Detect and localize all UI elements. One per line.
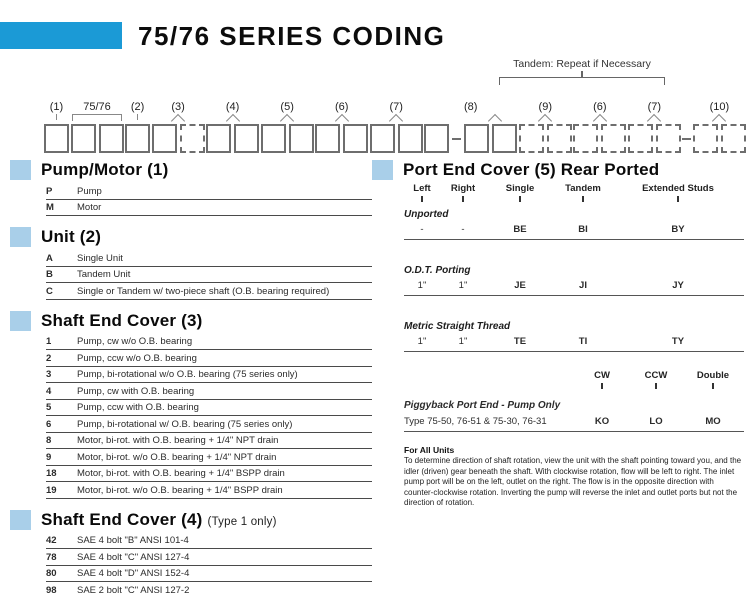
cell: - — [420, 224, 424, 235]
row-code: 98 — [46, 584, 57, 596]
table-row — [46, 367, 372, 384]
code-box — [44, 124, 69, 153]
group-label: (5) — [280, 100, 294, 113]
section-pump-motor — [10, 160, 372, 216]
row-desc: Pump, bi-rotational w/ O.B. bearing (75 series only) — [77, 418, 293, 430]
cell: TE — [513, 336, 527, 347]
row-code: A — [46, 252, 53, 264]
column-tick-marks — [404, 196, 744, 204]
row-desc: Pump, cw w/o O.B. bearing — [77, 336, 193, 347]
group-label: (7) — [647, 100, 662, 113]
note-body: To determine direction of shaft rotation, view the unit with the shaft pointing toward you, and the idler (driven) gear beneath the shaft. With clockwise rotation, flow will be left to right. The inlet pump port will be on the left, outlet on the right. The flow is in the opposite direction with counter-clockwise rotation. Inverting the pump will reverse the inlet and outlet ports but not the direction of rotation. — [404, 456, 742, 508]
group-label: (2) — [130, 100, 145, 113]
row-desc: Pump, ccw with O.B. bearing — [77, 402, 199, 413]
table-row — [46, 466, 372, 483]
section-title: Shaft End Cover (3) — [41, 310, 203, 330]
row-desc: SAE 4 bolt "D" ANSI 152-4 — [77, 568, 190, 579]
cell: JI — [579, 280, 587, 291]
row-desc: SAE 4 bolt "C" ANSI 127-4 — [77, 551, 190, 563]
code-group-6-tandem — [573, 101, 626, 153]
caret-marker — [315, 114, 368, 124]
col-header-tandem: Tandem — [565, 183, 601, 194]
code-group-9-tandem — [519, 101, 572, 153]
code-group-7 — [370, 101, 423, 153]
group-label: (8) — [464, 100, 478, 113]
row-code: B — [46, 269, 53, 280]
row-desc: Motor, bi-rot. w/o O.B. bearing + 1/4" NPT drain — [77, 451, 277, 463]
row-code: 8 — [46, 435, 52, 446]
code-box-dashed — [573, 124, 598, 153]
code-box-dashed — [656, 124, 681, 153]
code-box-dashed — [693, 124, 718, 153]
piggyback-label: Piggyback Port End - Pump Only — [404, 400, 561, 411]
cell: 1" — [458, 280, 468, 291]
cell: 1" — [458, 336, 468, 347]
caret-marker — [261, 114, 314, 124]
row-code: 9 — [46, 451, 52, 463]
row-desc: Tandem Unit — [77, 269, 131, 280]
code-group-6 — [315, 101, 368, 153]
col-header-ccw: CCW — [644, 370, 668, 381]
tick-marker — [125, 114, 150, 124]
code-box-dashed — [601, 124, 626, 153]
section-title-text: Shaft End Cover (4) — [41, 509, 203, 529]
code-box — [289, 124, 314, 153]
tick-marker — [44, 114, 69, 124]
subsection-label: O.D.T. Porting — [404, 265, 471, 276]
code-box-dashed — [721, 124, 746, 153]
cell: LO — [649, 416, 663, 427]
code-group-4 — [206, 101, 259, 153]
group-label: (4) — [225, 100, 240, 113]
row-desc: SAE 4 bolt "B" ANSI 101-4 — [77, 535, 189, 546]
code-box — [492, 124, 517, 153]
row-code: 5 — [46, 402, 52, 413]
row-code: 19 — [46, 484, 57, 496]
section-title: Pump/Motor (1) — [41, 160, 169, 179]
table-row — [46, 400, 372, 417]
table-row — [46, 566, 372, 583]
row-desc: Motor — [77, 202, 102, 213]
row-desc: Motor, bi-rot. w/o O.B. bearing + 1/4" BSPP drain — [77, 484, 283, 496]
code-box — [424, 124, 449, 153]
code-hyphen — [452, 138, 461, 140]
code-group-7-tandem — [628, 101, 681, 153]
port-end-cover-table — [404, 183, 744, 509]
table-row — [46, 283, 372, 300]
code-box — [152, 124, 177, 153]
code-boxes-row — [44, 101, 746, 153]
code-box — [71, 124, 96, 153]
shaft-end-cover-4-table — [46, 533, 372, 598]
piggyback-table — [404, 370, 744, 432]
code-box — [206, 124, 231, 153]
section-marker-square — [10, 160, 31, 180]
row-desc: Motor, bi-rot. with O.B. bearing + 1/4" BSPP drain — [77, 468, 285, 479]
row-code: 2 — [46, 352, 52, 364]
cell: BE — [513, 224, 527, 235]
row-code: 1 — [46, 336, 52, 347]
tandem-note — [499, 58, 665, 85]
section-title-suffix: (Type 1 only) — [207, 515, 277, 528]
code-box-dashed — [547, 124, 572, 153]
piggyback-tick-marks — [404, 383, 744, 391]
table-row — [46, 250, 372, 267]
subsection-values — [404, 221, 744, 240]
col-header-single: Single — [505, 183, 535, 194]
piggyback-column-headers — [404, 370, 744, 381]
row-code: 6 — [46, 418, 52, 430]
subsection-unported — [404, 209, 744, 240]
code-box — [261, 124, 286, 153]
caret-marker — [424, 114, 517, 124]
right-column — [372, 160, 750, 509]
col-header-cw: CW — [594, 370, 610, 381]
column-headers — [404, 183, 744, 194]
cell: 1" — [417, 336, 427, 347]
col-header-right: Right — [450, 183, 476, 194]
cell: MO — [705, 416, 721, 427]
code-group-10-tandem — [693, 101, 746, 153]
code-box-dashed — [628, 124, 653, 153]
cell: TY — [671, 336, 685, 347]
section-marker-square — [10, 227, 31, 247]
row-code: 80 — [46, 568, 57, 579]
row-desc: SAE 2 bolt "C" ANSI 127-2 — [77, 584, 190, 596]
subsection-values — [404, 333, 744, 352]
code-box — [398, 124, 423, 153]
group-label: (6) — [334, 100, 349, 113]
section-title: Unit (2) — [41, 227, 102, 246]
pump-motor-table — [46, 183, 372, 216]
row-desc: Pump, bi-rotational w/o O.B. bearing (75 series only) — [77, 369, 298, 380]
code-box-dashed — [519, 124, 544, 153]
caret-marker — [519, 114, 572, 124]
caret-marker — [628, 114, 681, 124]
subsection-label: Metric Straight Thread — [404, 321, 511, 332]
group-label: 75/76 — [83, 100, 111, 113]
code-group-5 — [261, 101, 314, 153]
col-header-double: Double — [696, 370, 730, 381]
code-box — [343, 124, 368, 153]
group-label: (7) — [389, 100, 403, 113]
tandem-note-label: Tandem: Repeat if Necessary — [513, 58, 651, 70]
cell: TI — [578, 336, 588, 347]
section-marker-square — [10, 510, 31, 530]
section-marker-square — [10, 311, 31, 331]
row-code: 42 — [46, 535, 57, 546]
bracket-marker — [71, 114, 124, 124]
left-column — [10, 160, 372, 598]
row-desc: Pump, cw with O.B. bearing — [77, 385, 195, 397]
cell: KO — [594, 416, 610, 427]
row-desc: Single Unit — [77, 252, 123, 264]
code-box — [125, 124, 150, 153]
cell: 1" — [417, 280, 427, 291]
subsection-label: Unported — [404, 209, 449, 220]
cell: BY — [671, 224, 685, 235]
code-group-8 — [424, 101, 517, 153]
code-group-2 — [125, 101, 150, 153]
row-code: 18 — [46, 468, 57, 479]
row-desc: Motor, bi-rot. with O.B. bearing + 1/4" NPT drain — [77, 435, 279, 446]
group-label: (6) — [593, 100, 607, 113]
tandem-bracket — [499, 77, 665, 85]
code-box — [370, 124, 395, 153]
coding-diagram — [0, 56, 754, 156]
group-label: (9) — [538, 100, 552, 113]
unit-table — [46, 250, 372, 300]
cell: JE — [514, 280, 526, 291]
table-row — [46, 383, 372, 400]
note-title: For All Units — [404, 445, 455, 455]
caret-marker — [693, 114, 746, 124]
row-code: M — [46, 202, 54, 213]
col-header-extended-studs: Extended Studs — [642, 183, 714, 194]
subsection-values — [404, 277, 744, 296]
row-desc: Pump, ccw w/o O.B. bearing — [77, 352, 197, 364]
table-row — [46, 449, 372, 466]
code-group-1 — [44, 101, 69, 153]
row-desc: Single or Tandem w/ two-piece shaft (O.B. bearing required) — [77, 285, 330, 297]
code-box — [99, 124, 124, 153]
code-group-3 — [152, 101, 205, 153]
caret-marker — [370, 114, 423, 124]
table-row — [46, 549, 372, 566]
code-box — [315, 124, 340, 153]
code-box — [234, 124, 259, 153]
cell: BI — [578, 224, 588, 235]
section-title: Port End Cover (5) Rear Ported — [403, 160, 660, 179]
table-row — [46, 416, 372, 433]
section-shaft-end-cover-3 — [10, 311, 372, 499]
table-row — [46, 200, 372, 217]
header-accent-bar — [0, 22, 122, 49]
table-row — [46, 482, 372, 499]
code-box — [464, 124, 489, 153]
group-label: (10) — [709, 100, 730, 113]
table-row — [46, 582, 372, 598]
col-header-left: Left — [413, 183, 431, 194]
row-code: 78 — [46, 551, 57, 563]
caret-marker — [573, 114, 626, 124]
caret-marker — [152, 114, 205, 124]
caret-marker — [206, 114, 259, 124]
table-row — [46, 350, 372, 367]
table-row — [46, 533, 372, 550]
shaft-end-cover-3-table — [46, 334, 372, 499]
cell: JY — [672, 280, 684, 291]
code-group-7576 — [71, 101, 124, 153]
for-all-units-note — [404, 445, 744, 509]
table-row — [46, 334, 372, 351]
table-row — [46, 267, 372, 284]
table-row — [46, 433, 372, 450]
piggyback-row-label: Type 75-50, 76-51 & 75-30, 76-31 — [404, 416, 547, 427]
subsection-metric-straight-thread — [404, 321, 744, 352]
section-marker-square — [372, 160, 393, 180]
row-code: C — [46, 285, 53, 297]
group-label: (1) — [49, 100, 64, 113]
table-row — [46, 183, 372, 200]
row-code: P — [46, 185, 53, 197]
piggyback-values — [404, 413, 744, 432]
code-box-dashed — [180, 124, 205, 153]
row-code: 3 — [46, 369, 52, 380]
section-unit — [10, 227, 372, 300]
cell: - — [461, 224, 465, 235]
page-title: 75/76 SERIES CODING — [138, 21, 446, 51]
row-code: 4 — [46, 385, 52, 397]
row-desc: Pump — [77, 185, 102, 197]
code-hyphen — [682, 138, 691, 140]
section-title — [41, 510, 277, 530]
group-label: (3) — [171, 100, 185, 113]
subsection-odt-porting — [404, 265, 744, 296]
section-shaft-end-cover-4 — [10, 510, 372, 598]
